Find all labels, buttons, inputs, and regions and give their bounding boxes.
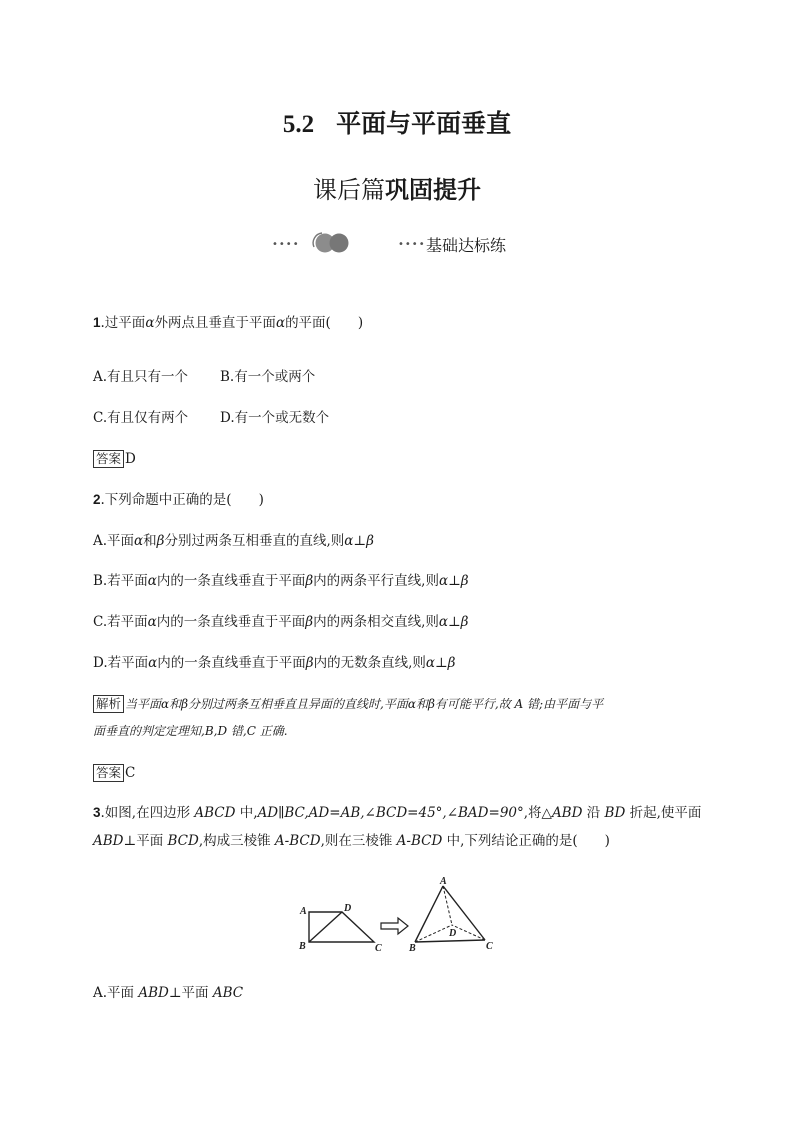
q2-option-a: [93, 531, 374, 551]
q2-answer-value: C: [125, 765, 136, 781]
dots-right: ••••: [398, 239, 426, 250]
subtitle-plain: 课后篇: [313, 176, 385, 204]
trapezoid-figure: [298, 903, 382, 954]
q1-option-d: D.有一个或无数个: [220, 410, 330, 426]
q1-answer-value: D: [125, 451, 136, 467]
q3-l2d: ,构成三棱锥: [198, 833, 275, 849]
page-title: [0, 104, 794, 140]
q2-option-d: [93, 653, 456, 673]
q3a-pre: A.平面: [93, 985, 139, 1001]
page-subtitle: [0, 170, 794, 205]
q1-alpha-1: α: [145, 315, 155, 331]
section-title: 平面与平面垂直: [336, 109, 512, 138]
q3-cond1: AD∥BC,AD=AB,: [257, 805, 365, 821]
q3-abd: ABD: [551, 805, 583, 821]
q2-answer: [93, 763, 135, 783]
q2c-pre: C.若平面: [93, 614, 148, 630]
q2b-alpha: α: [147, 573, 157, 589]
q2b-perp: α⊥β: [438, 573, 469, 589]
q1-stem-b: 外两点且垂直于平面: [154, 315, 276, 331]
q3-l2c: BCD: [167, 833, 199, 849]
q2c-mid2: 内的两条相交直线,则: [313, 614, 439, 630]
q2c-beta: β: [305, 614, 314, 630]
q2-expl-text-1: 当平面α和β分别过两条互相垂直且异面的直线时,平面α和β有可能平行,故 A 错;由平面与平: [125, 697, 604, 711]
q2a-perp: α⊥β: [344, 533, 374, 549]
question-3-line-2: [93, 831, 610, 851]
question-3-number: 3: [93, 805, 101, 820]
question-1-number: 1: [93, 315, 101, 330]
question-1-stem: [93, 313, 363, 333]
arrow-right-icon: [381, 918, 408, 934]
q2-option-b: [93, 571, 469, 591]
q2d-alpha: α: [148, 655, 158, 671]
q2c-alpha: α: [147, 614, 157, 630]
section-label: 基础达标练: [426, 236, 507, 255]
q2a-beta: β: [156, 533, 165, 549]
q2b-beta: β: [305, 573, 314, 589]
q3-l2f: ,则在三棱锥: [320, 833, 397, 849]
q3-l2e: A-BCD: [274, 833, 321, 849]
question-2-number: 2: [93, 492, 101, 507]
fig-right-label-a: A: [440, 876, 447, 887]
q3-l1c: ,将△: [523, 805, 552, 821]
q2a-mid1: 和: [143, 533, 157, 549]
q2b-mid1: 内的一条直线垂直于平面: [156, 573, 306, 589]
q1-alpha-2: α: [275, 315, 286, 331]
q1-option-b: B.有一个或两个: [220, 369, 316, 385]
q1-stem-a: .过平面: [100, 315, 146, 331]
subtitle-bold: 巩固提升: [385, 176, 481, 204]
q3-bd: BD: [604, 805, 626, 821]
q3-l1b: 中,: [235, 805, 258, 821]
q3-cond2: ∠BCD=45°,∠BAD=90°: [364, 805, 524, 821]
q3-l2h: 中,下列结论正确的是( ): [442, 833, 610, 849]
fig-right-label-d: D: [449, 928, 457, 939]
q2d-mid1: 内的一条直线垂直于平面: [157, 655, 306, 671]
q2-stem: .下列命题中正确的是( ): [100, 492, 264, 508]
answer-tag: 答案: [93, 764, 124, 782]
q3a-p2: ABC: [212, 985, 244, 1001]
q3-l1e: 折起,使平面: [625, 805, 702, 821]
fig-left-label-d: D: [344, 903, 352, 914]
q2d-mid2: 内的无数条直线,则: [313, 655, 426, 671]
q2-explanation-line-2: 面垂直的判定定理知,B,D 错,C 正确.: [93, 724, 288, 738]
double-circle-icon: [306, 229, 358, 255]
question-2-stem: [93, 490, 264, 510]
q2-explanation-line-1: [93, 694, 603, 714]
q2a-pre: A.平面: [93, 533, 135, 549]
q2d-beta: β: [305, 655, 314, 671]
q2d-perp: α⊥β: [425, 655, 456, 671]
q3-l2g: A-BCD: [396, 833, 443, 849]
q2d-pre: D.若平面: [93, 655, 149, 671]
q2a-mid2: 分别过两条互相垂直的直线,则: [164, 533, 345, 549]
q2b-mid2: 内的两条平行直线,则: [313, 573, 439, 589]
explanation-tag: 解析: [93, 695, 124, 713]
q1-stem-c: 的平面( ): [285, 315, 364, 331]
fig-left-label-c: C: [375, 943, 382, 954]
fig-left-label-b: B: [299, 941, 306, 952]
q1-answer: [93, 449, 136, 469]
q2-option-c: [93, 612, 469, 632]
q3-l2a: ABD: [93, 833, 124, 849]
q2b-pre: B.若平面: [93, 573, 148, 589]
q2c-perp: α⊥β: [438, 614, 469, 630]
q3-l1a: .如图,在四边形: [100, 805, 195, 821]
q2c-mid1: 内的一条直线垂直于平面: [156, 614, 306, 630]
section-banner: [272, 226, 532, 258]
dots-left: ••••: [272, 239, 300, 250]
q3a-mid: ⊥平面: [168, 985, 213, 1001]
tetrahedron-figure: [408, 876, 493, 954]
q1-option-a: A.有且只有一个: [93, 369, 189, 385]
q3-l1d: 沿: [582, 805, 605, 821]
q2a-alpha: α: [134, 533, 144, 549]
answer-tag: 答案: [93, 450, 124, 468]
geometry-figure: [295, 872, 505, 956]
fig-right-label-b: B: [409, 943, 416, 954]
q3-abcd: ABCD: [194, 805, 236, 821]
q3-option-a: [93, 983, 243, 1003]
fig-right-label-c: C: [486, 941, 493, 952]
q1-option-c: C.有且仅有两个: [93, 410, 189, 426]
fig-left-label-a: A: [300, 906, 307, 917]
question-3-line-1: [93, 803, 701, 823]
section-number: 5.2: [282, 111, 315, 138]
q3a-p1: ABD: [138, 985, 169, 1001]
q3-l2b: ⊥平面: [123, 833, 168, 849]
